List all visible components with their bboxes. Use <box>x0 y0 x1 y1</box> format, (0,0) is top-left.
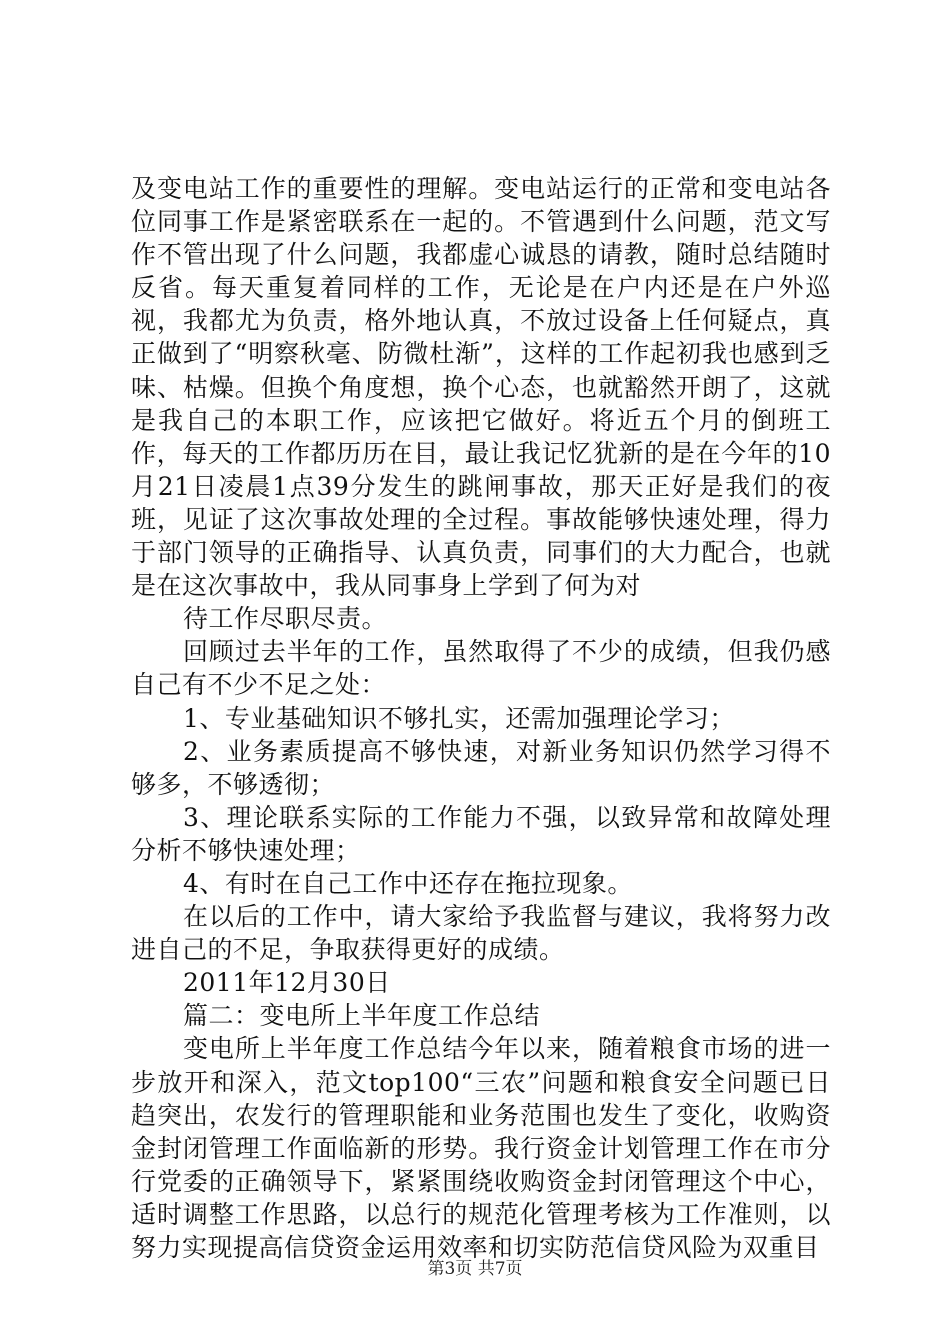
list-item: 2、业务素质提高不够快速，对新业务知识仍然学习得不够多，不够透彻； <box>131 736 831 799</box>
document-body <box>131 172 831 1264</box>
paragraph: 回顾过去半年的工作，虽然取得了不少的成绩，但我仍感自己有不少不足之处： <box>131 637 831 700</box>
page-footer: 第3页 共7页 <box>427 1259 523 1279</box>
list-item: 3、理论联系实际的工作能力不强，以致异常和故障处理分析不够快速处理； <box>131 802 831 865</box>
list-item: 4、有时在自己工作中还存在拖拉现象。 <box>183 868 633 898</box>
paragraph: 待工作尽职尽责。 <box>183 604 388 634</box>
date-line: 2011年12月30日 <box>183 968 391 998</box>
paragraph: 在以后的工作中，请大家给予我监督与建议，我将努力改进自己的不足，争取获得更好的成绩。 <box>131 902 831 965</box>
list-item: 1、专业基础知识不够扎实，还需加强理论学习； <box>183 703 735 733</box>
paragraph: 及变电站工作的重要性的理解。变电站运行的正常和变电站各位同事工作是紧密联系在一起的。不管遇到什么问题，范文写作不管出现了什么问题，我都虚心诚恳的请教，随时总结随时反省。每天重复着同样的工作，无论是在户内还是在户外巡视，我都尤为负责，格外地认真，不放过设备上任何疑点，真正做到了“明察秋毫、防微杜渐”，这样的工作起初我也感到乏味、枯燥。但换个角度想，换个心态，也就豁然开朗了，这就是我自己的本职工作，应该把它做好。将近五个月的倒班工作，每天的工作都历历在目，最让我记忆犹新的是在今年的10月21日凌晨1点39分发生的跳闸事故，那天正好是我们的夜班，见证了这次事故处理的全过程。事故能够快速处理，得力于部门领导的正确指导、认真负责，同事们的大力配合，也就是在这次事故中，我从同事身上学到了何为对 <box>131 174 831 601</box>
paragraph: 变电所上半年度工作总结今年以来，随着粮食市场的进一步放开和深入，范文top100“三农”问题和粮食安全问题已日趋突出，农发行的管理职能和业务范围也发生了变化，收购资金封闭管理工作面临新的形势。我行资金计划管理工作在市分行党委的正确领导下，紧紧围绕收购资金封闭管理这个中心，适时调整工作思路，以总行的规范化管理考核为工作准则，以努力实现提高信贷资金运用效率和切实防范信贷风险为双重目 <box>131 1034 831 1262</box>
section-heading: 篇二：变电所上半年度工作总结 <box>183 1001 541 1031</box>
